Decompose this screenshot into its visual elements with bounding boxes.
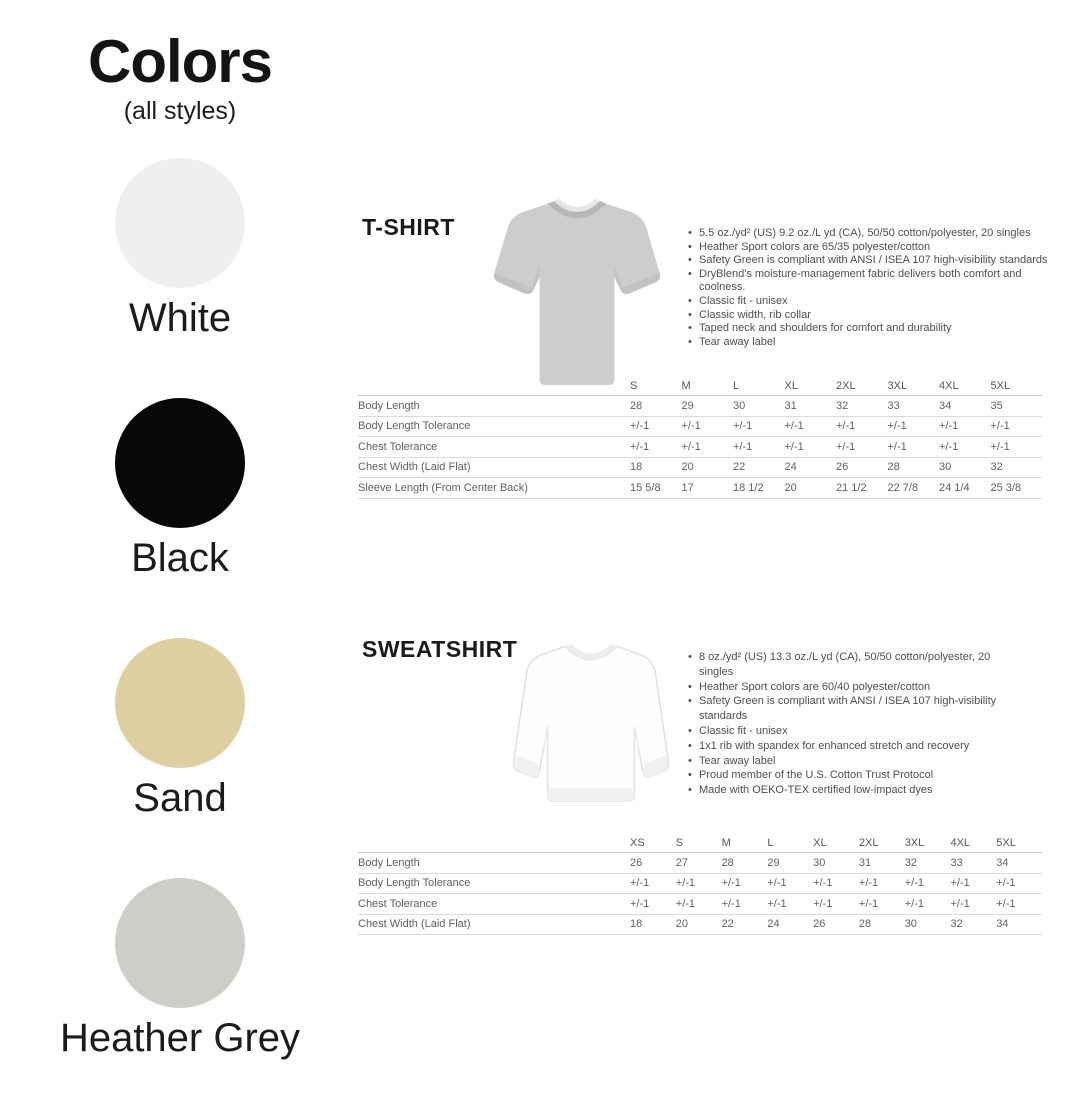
measurement-label: Body Length xyxy=(358,399,420,412)
measurement-value: 18 1/2 xyxy=(733,481,764,494)
measurement-value: 26 xyxy=(836,461,849,474)
measurement-value: 30 xyxy=(813,856,826,869)
measurement-value: +/-1 xyxy=(721,877,741,890)
feature-item: • Tear away label xyxy=(688,754,1012,769)
size-column-header: S xyxy=(630,379,638,392)
measurement-value: 33 xyxy=(950,856,963,869)
tshirt-image xyxy=(486,196,668,388)
size-column-header: 5XL xyxy=(996,836,1016,849)
measurement-value: 34 xyxy=(996,856,1009,869)
colors-title: Colors xyxy=(87,28,273,95)
swatch-label: Sand xyxy=(133,776,227,820)
swatch-circle xyxy=(115,398,245,528)
measurement-value: +/-1 xyxy=(836,420,856,433)
measurement-value: 28 xyxy=(721,856,734,869)
measurement-value: +/-1 xyxy=(630,897,650,910)
feature-item: • Taped neck and shoulders for comfort and durability xyxy=(688,322,1066,336)
size-table-row xyxy=(358,478,1042,499)
tshirt-graphic xyxy=(486,196,668,388)
measurement-value: +/-1 xyxy=(675,897,696,910)
measurement-value: 33 xyxy=(887,399,900,412)
swatch-label: Heather Grey xyxy=(59,1016,301,1060)
measurement-label: Body Length Tolerance xyxy=(358,420,471,433)
measurement-value: 24 1/4 xyxy=(939,481,970,494)
measurement-value: 34 xyxy=(939,399,952,412)
size-column-header: XL xyxy=(813,836,827,849)
measurement-value: +/-1 xyxy=(767,897,787,910)
swatch-circle xyxy=(115,638,245,768)
measurement-value: +/-1 xyxy=(939,440,959,453)
measurement-value: 32 xyxy=(990,461,1003,474)
size-column-header: 3XL xyxy=(904,836,925,849)
feature-item: • Tear away label xyxy=(688,336,1066,350)
feature-item: • Heather Sport colors are 65/35 polyester/cotton xyxy=(688,241,1066,255)
size-table-row xyxy=(358,874,1042,895)
measurement-value: 28 xyxy=(858,918,872,931)
swatch-label: Black xyxy=(131,536,229,580)
measurement-value: +/-1 xyxy=(887,440,907,453)
measurement-value: +/-1 xyxy=(858,897,879,910)
measurement-value: +/-1 xyxy=(630,877,650,890)
sweatshirt-features xyxy=(688,650,1012,798)
measurement-value: 35 xyxy=(990,399,1003,412)
measurement-value: 20 xyxy=(784,481,797,494)
measurement-value: +/-1 xyxy=(733,440,753,453)
feature-item: • 8 oz./yd² (US) 13.3 oz./L yd (CA), 50/50 cotton/polyester, 20 singles xyxy=(688,650,1012,680)
measurement-value: 26 xyxy=(630,856,643,869)
measurement-value: 27 xyxy=(675,856,689,869)
measurement-value: 18 xyxy=(630,918,643,931)
feature-item: • Classic width, rib collar xyxy=(688,309,1066,323)
measurement-value: 21 1/2 xyxy=(836,481,867,494)
measurement-value: +/-1 xyxy=(996,897,1016,910)
measurement-value: 29 xyxy=(767,856,780,869)
measurement-value: 22 xyxy=(721,918,734,931)
measurement-value: +/-1 xyxy=(904,897,924,910)
measurement-value: 20 xyxy=(681,461,694,474)
measurement-value: 31 xyxy=(858,856,872,869)
feature-item: • 1x1 rib with spandex for enhanced stretch and recovery xyxy=(688,739,1012,754)
sweatshirt-section-title: SWEATSHIRT xyxy=(362,636,518,662)
measurement-value: 34 xyxy=(996,918,1009,931)
measurement-label: Chest Tolerance xyxy=(358,440,438,453)
feature-item: • Classic fit - unisex xyxy=(688,295,1066,309)
sweatshirt-size-table xyxy=(358,833,1042,935)
measurement-value: +/-1 xyxy=(733,420,753,433)
measurement-value: +/-1 xyxy=(813,877,833,890)
tshirt-features xyxy=(688,227,1066,349)
size-column-header: 4XL xyxy=(939,379,959,392)
measurement-value: +/-1 xyxy=(681,440,701,453)
size-column-header: M xyxy=(721,836,731,849)
measurement-value: 24 xyxy=(767,918,780,931)
color-swatch-heather-grey xyxy=(60,878,300,1060)
size-column-header: L xyxy=(767,836,774,849)
measurement-value: +/-1 xyxy=(813,897,833,910)
measurement-label: Chest Width (Laid Flat) xyxy=(358,461,471,474)
feature-item: • Classic fit - unisex xyxy=(688,724,1012,739)
size-column-header: 4XL xyxy=(950,836,971,849)
measurement-value: +/-1 xyxy=(836,440,856,453)
size-column-header: 2XL xyxy=(836,379,856,392)
measurement-value: +/-1 xyxy=(767,877,787,890)
measurement-value: +/-1 xyxy=(784,440,804,453)
measurement-label: Body Length xyxy=(358,856,420,869)
size-table-row xyxy=(358,437,1042,458)
measurement-value: +/-1 xyxy=(990,440,1010,453)
colors-subtitle: (all styles) xyxy=(123,97,237,125)
measurement-value: +/-1 xyxy=(721,897,741,910)
color-swatch-white xyxy=(60,158,300,340)
measurement-value: +/-1 xyxy=(996,877,1016,890)
size-table-header-row xyxy=(358,376,1042,396)
measurement-value: 30 xyxy=(939,461,952,474)
sweatshirt-image xyxy=(508,640,674,828)
colors-panel xyxy=(15,30,345,1118)
size-column-header: S xyxy=(675,836,684,849)
size-column-header: 5XL xyxy=(990,379,1011,392)
size-column-header: XS xyxy=(630,836,645,849)
tshirt-section-title: T-SHIRT xyxy=(362,214,455,240)
measurement-label: Body Length Tolerance xyxy=(358,877,471,890)
color-swatches xyxy=(60,158,300,1118)
measurement-value: +/-1 xyxy=(858,877,879,890)
measurement-value: 32 xyxy=(836,399,849,412)
size-column-header: 2XL xyxy=(858,836,879,849)
size-column-header: XL xyxy=(784,379,798,392)
color-swatch-black xyxy=(60,398,300,580)
swatch-circle xyxy=(115,158,245,288)
measurement-label: Chest Tolerance xyxy=(358,897,438,910)
size-table-row xyxy=(358,915,1042,936)
feature-item: • Safety Green is compliant with ANSI / ISEA 107 high-visibility standards xyxy=(688,694,1012,724)
measurement-value: 17 xyxy=(681,481,694,494)
measurement-value: 29 xyxy=(681,399,694,412)
measurement-value: +/-1 xyxy=(887,420,907,433)
measurement-value: 25 3/8 xyxy=(990,481,1022,494)
measurement-value: +/-1 xyxy=(681,420,701,433)
measurement-value: 30 xyxy=(904,918,917,931)
measurement-label: Sleeve Length (From Center Back) xyxy=(358,481,528,494)
measurement-value: 28 xyxy=(630,399,643,412)
tshirt-size-table xyxy=(358,376,1042,499)
swatch-label: White xyxy=(128,296,232,340)
measurement-value: 20 xyxy=(675,918,689,931)
measurement-value: +/-1 xyxy=(904,877,924,890)
swatch-circle xyxy=(115,878,245,1008)
measurement-value: 15 5/8 xyxy=(630,481,661,494)
feature-item: • Safety Green is compliant with ANSI / ISEA 107 high-visibility standards xyxy=(688,254,1066,268)
sweatshirt-graphic xyxy=(508,640,674,828)
measurement-value: 22 xyxy=(733,461,746,474)
measurement-value: +/-1 xyxy=(784,420,804,433)
measurement-value: 24 xyxy=(784,461,797,474)
measurement-value: +/-1 xyxy=(950,897,970,910)
measurement-label: Chest Width (Laid Flat) xyxy=(358,918,471,931)
size-table-row xyxy=(358,458,1042,479)
measurement-value: +/-1 xyxy=(630,440,650,453)
size-table-row xyxy=(358,894,1042,915)
feature-item: • Proud member of the U.S. Cotton Trust Protocol xyxy=(688,768,1012,783)
size-table-row xyxy=(358,417,1042,438)
measurement-value: 26 xyxy=(813,918,826,931)
measurement-value: +/-1 xyxy=(990,420,1010,433)
feature-item: • Heather Sport colors are 60/40 polyester/cotton xyxy=(688,680,1012,695)
measurement-value: +/-1 xyxy=(630,420,650,433)
size-column-header: M xyxy=(681,379,691,392)
measurement-value: 22 7/8 xyxy=(887,481,919,494)
measurement-value: 18 xyxy=(630,461,643,474)
feature-item: • 5.5 oz./yd² (US) 9.2 oz./L yd (CA), 50/50 cotton/polyester, 20 singles xyxy=(688,227,1066,241)
measurement-value: 30 xyxy=(733,399,746,412)
size-column-header: 3XL xyxy=(887,379,908,392)
size-column-header: L xyxy=(733,379,740,392)
size-table-row xyxy=(358,853,1042,874)
feature-item: • DryBlend's moisture-management fabric delivers both comfort and coolness. xyxy=(688,268,1066,295)
color-swatch-sand xyxy=(60,638,300,820)
measurement-value: +/-1 xyxy=(675,877,696,890)
measurement-value: 32 xyxy=(904,856,917,869)
measurement-value: 32 xyxy=(950,918,963,931)
measurement-value: +/-1 xyxy=(939,420,959,433)
feature-item: • Made with OEKO-TEX certified low-impact dyes xyxy=(688,783,1012,798)
measurement-value: 31 xyxy=(784,399,797,412)
measurement-value: +/-1 xyxy=(950,877,970,890)
size-table-header-row xyxy=(358,833,1042,853)
measurement-value: 28 xyxy=(887,461,900,474)
size-table-row xyxy=(358,396,1042,417)
